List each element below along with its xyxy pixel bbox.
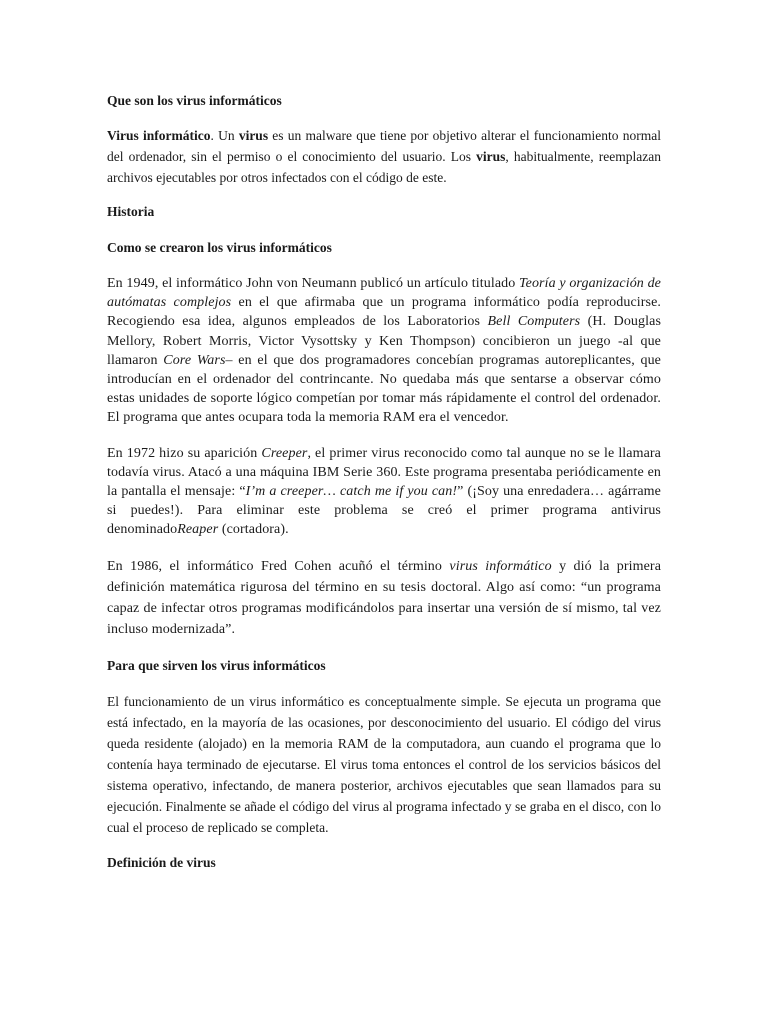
p1949-title: Teoría y organización de autómatas complejos — [107, 276, 661, 311]
p1949-part-d: – en el que dos programadores concebían programas autoreplicantes, que introducían en el ordenador del contrincante. No quedaba más que sentarse a observar cómo estas unidades de soporte lógico competían por tomar más rápidamente el control del ordenador. El programa que antes ocupara toda la memoria RAM era el vencedor. — [107, 352, 661, 426]
intro-sentence-2: , habitualmente, reemplazan archivos ejecutables por otros infectados con el código de este. — [107, 149, 661, 185]
p1986-part-b: y dió la primera definición matemática rigurosa del término en su tesis doctoral. Algo así como: “un programa capaz de infectar otros programas modificándolos para insertar una versión de sí mismo, tal vez incluso modernizada”. — [107, 558, 662, 637]
document-body — [107, 91, 661, 873]
definition-heading: Definición de virus — [107, 854, 216, 870]
intro-virus-word-2: virus — [476, 149, 506, 164]
p1972-part-b: , el primer virus reconocido como tal aunque no se le llamara todavía virus. Atacó a una máquina IBM Serie 360. Este programa presentaba periódicamente en la pantalla el mensaje: “ — [107, 445, 661, 500]
p1986-part-a: En 1986, el informático Fred Cohen acuñó el término — [107, 558, 450, 574]
p1972-part-a: En 1972 hizo su aparición — [107, 445, 262, 461]
creation-heading: Como se crearon los virus informáticos — [107, 240, 332, 255]
p1972-message: I’m a creeper… catch me if you can! — [245, 484, 458, 500]
paragraph-1972 — [107, 444, 661, 540]
p1949-part-b: en el que afirmaba que un programa informático podía reproducirse. Recogiendo esa idea, algunos empleados de los Laboratorios — [107, 295, 661, 330]
p1949-lab: Bell Computers — [487, 314, 581, 330]
history-heading: Historia — [107, 204, 155, 219]
p1972-creeper: Creeper — [261, 445, 308, 461]
p1949-game: Core Wars — [163, 352, 226, 368]
purpose-heading: Para que sirven los virus informáticos — [107, 657, 326, 673]
intro-after-term: . Un — [210, 128, 239, 143]
p1986-term: virus informático — [449, 558, 552, 574]
intro-paragraph — [107, 125, 661, 188]
page-title: Que son los virus informáticos — [107, 93, 282, 108]
p1972-part-c: ” (¡Soy una enredadera… agárrame si puedes!). Para eliminar este problema se creó el primer programa antivirus denominado — [107, 484, 661, 538]
intro-term: Virus informático — [107, 128, 211, 143]
p1949-part-a: En 1949, el informático John von Neumann publicó un artículo titulado — [107, 276, 520, 291]
paragraph-1986 — [107, 556, 661, 640]
purpose-paragraph: El funcionamiento de un virus informático es conceptualmente simple. Se ejecuta un programa que está infectado, en la mayoría de las ocasiones, por desconocimiento del usuario. El código del virus queda residente (alojado) en la memoria RAM de la computadora, aun cuando el programa que lo contenía haya terminado de ejecutarse. El virus toma entonces el control de los servicios básicos del sistema operativo, infectando, de manera posterior, archivos ejecutables que sean llamados para su ejecución. Finalmente se añade el código del virus al programa infectado y se graba en el disco, con lo cual el proceso de replicado se completa. — [107, 693, 661, 835]
intro-sentence-1: es un malware que tiene por objetivo alterar el funcionamiento normal del ordenador, sin el permiso o el conocimiento del usuario. Los — [107, 128, 662, 164]
p1972-reaper: Reaper — [177, 522, 219, 538]
p1949-part-c: (H. Douglas Mellory, Robert Morris, Victor Vysottsky y Ken Thompson) concibieron un juego -al que llamaron — [107, 314, 661, 368]
paragraph-1949 — [107, 274, 661, 428]
p1972-part-d: (cortadora). — [218, 522, 289, 538]
intro-virus-word: virus — [238, 128, 269, 143]
